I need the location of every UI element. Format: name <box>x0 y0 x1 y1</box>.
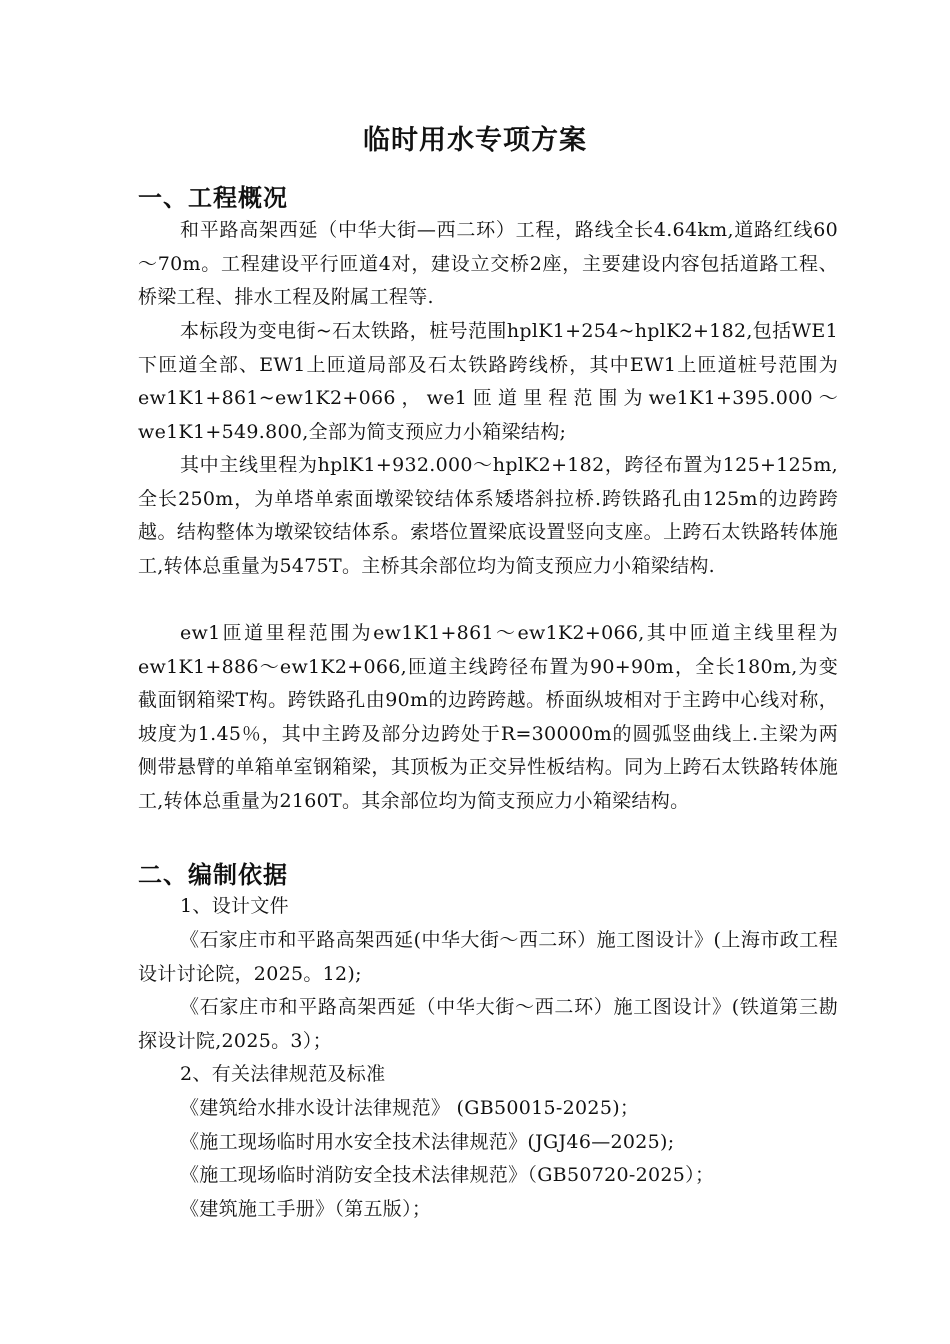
overview-paragraph: 其中主线里程为hplK1+932.000～hplK2+182，跨径布置为125+125m,全长250m，为单塔单索面墩梁铰结体系矮塔斜拉桥.跨铁路孔由125m的边跨跨越。结构整体为墩梁铰结体系。索塔位置梁底设置竖向支座。上跨石太铁路转体施工,转体总重量为5475T。主桥其余部位均为简支预应力小箱梁结构. <box>138 454 838 577</box>
overview-paragraph: 和平路高架西延（中华大街—西二环）工程，路线全长4.64km,道路红线60～70m。工程建设平行匝道4对，建设立交桥2座，主要建设内容包括道路工程、桥梁工程、排水工程及附属工程等. <box>138 219 838 309</box>
overview-paragraph: 本标段为变电街~石太铁路，桩号范围hplK1+254~hplK2+182,包括WE1下匝道全部、EW1上匝道局部及石太铁路跨线桥，其中EW1上匝道桩号范围为ew1K1+861~ew1K2+066，we1匝道里程范围为we1K1+395.000～we1K1+549.800,全部为简支预应力小箱梁结构; <box>138 320 838 443</box>
basis-item-standards: 2、有关法律规范及标准 <box>180 1063 386 1085</box>
design-document-entry: 《石家庄市和平路高架西延(中华大街～西二环）施工图设计》(上海市政工程设计讨论院，2025。12); <box>138 929 838 985</box>
design-document-entry: 《石家庄市和平路高架西延（中华大街～西二环）施工图设计》(铁道第三勘探设计院,2025。3）； <box>138 996 838 1052</box>
standard-entry: 《施工现场临时用水安全技术法律规范》(JGJ46—2025); <box>180 1131 675 1153</box>
standard-entry: 《建筑施工手册》（第五版）； <box>180 1198 432 1220</box>
standard-entry: 《施工现场临时消防安全技术法律规范》（GB50720-2025）； <box>180 1164 715 1186</box>
section-heading-basis: 二、编制依据 <box>138 861 288 889</box>
basis-item-design-files: 1、设计文件 <box>180 895 289 917</box>
section-heading-overview: 一、工程概况 <box>138 184 288 212</box>
overview-paragraph: ew1匝道里程范围为ew1K1+861～ew1K2+066,其中匝道主线里程为ew1K1+886～ew1K2+066,匝道主线跨径布置为90+90m，全长180m,为变截面钢箱梁T构。跨铁路孔由90m的边跨跨越。桥面纵坡相对于主跨中心线对称，坡度为1.45％，其中主跨及部分边跨处于R=30000m的圆弧竖曲线上.主梁为两侧带悬臂的单箱单室钢箱梁，其顶板为正交异性板结构。同为上跨石太铁路转体施工,转体总重量为2160T。其余部位均为简支预应力小箱梁结构。 <box>138 622 838 812</box>
document-title: 临时用水专项方案 <box>363 125 587 156</box>
standard-entry: 《建筑给水排水设计法律规范》 (GB50015-2025)； <box>180 1097 640 1119</box>
